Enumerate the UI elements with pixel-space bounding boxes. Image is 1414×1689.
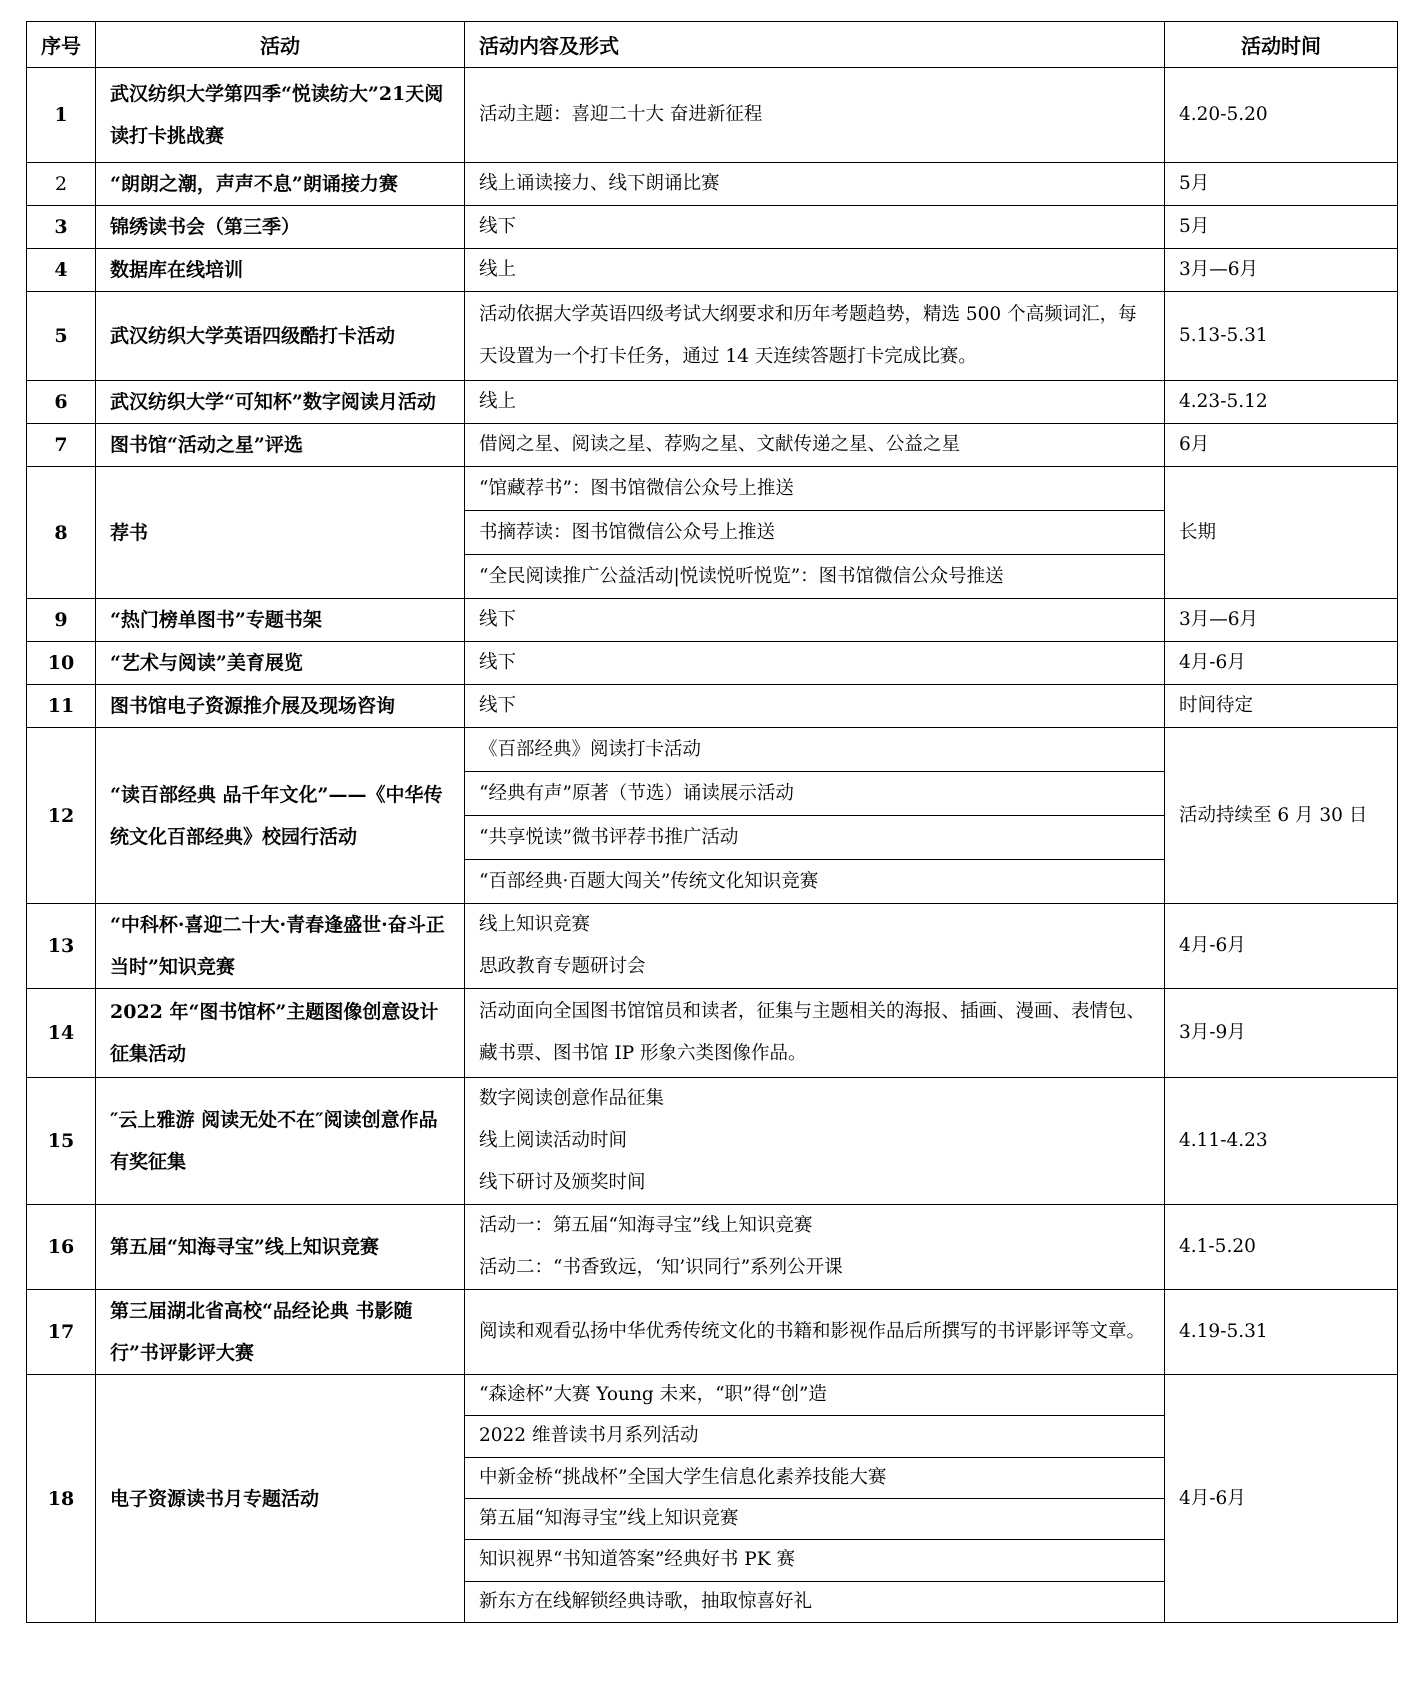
activity-content: [465, 599, 1165, 642]
activity-time: 4月-6月: [1165, 904, 1398, 989]
table-row: [27, 68, 1398, 163]
content-line: 线下研讨及颁奖时间: [479, 1172, 646, 1193]
activity-name: 武汉纺织大学“可知杯”数字阅读月活动: [96, 381, 465, 424]
row-number: 11: [27, 685, 96, 728]
activity-content: [465, 904, 1165, 989]
content-line: 数字阅读创意作品征集: [479, 1088, 665, 1109]
activity-content: [465, 292, 1165, 381]
content-line: 活动二：“书香致远，‘知’识同行”系列公开课: [479, 1257, 843, 1278]
activity-name: “朗朗之潮，声声不息”朗诵接力赛: [96, 163, 465, 206]
content-subitem: 2022 维普读书月系列活动: [465, 1415, 1164, 1456]
row-number: 12: [27, 728, 96, 904]
activity-content: [465, 467, 1165, 599]
row-number: 15: [27, 1078, 96, 1205]
activity-time: 活动持续至 6 月 30 日: [1165, 728, 1398, 904]
content-subitem: “共享悦读”微书评荐书推广活动: [465, 815, 1164, 859]
activity-name: 武汉纺织大学英语四级酷打卡活动: [96, 292, 465, 381]
content-subitem: 《百部经典》阅读打卡活动: [479, 739, 702, 760]
content-line: 活动一：第五届“知海寻宝”线上知识竞赛: [479, 1215, 813, 1236]
activity-time: 4.11-4.23: [1165, 1078, 1398, 1205]
activity-name: 数据库在线培训: [96, 249, 465, 292]
activity-content: [465, 728, 1165, 904]
content-subitem: “经典有声”原著（节选）诵读展示活动: [465, 771, 1164, 815]
table-row: [27, 424, 1398, 467]
row-number: 16: [27, 1205, 96, 1290]
activity-name: ″云上雅游 阅读无处不在″阅读创意作品有奖征集: [96, 1078, 465, 1205]
table-row: [27, 1375, 1398, 1623]
activity-name: “艺术与阅读”美育展览: [96, 642, 465, 685]
table-body: [27, 68, 1398, 1623]
header-content: 活动内容及形式: [465, 22, 1165, 68]
content-subitem: “百部经典·百题大闯关”传统文化知识竞赛: [465, 859, 1164, 903]
table-row: [27, 381, 1398, 424]
activity-time: 6月: [1165, 424, 1398, 467]
activity-name: 荐书: [96, 467, 465, 599]
table-row: [27, 642, 1398, 685]
activity-time: 4月-6月: [1165, 642, 1398, 685]
table-row: [27, 1290, 1398, 1375]
activity-table-container: [26, 21, 1397, 1623]
row-number: 10: [27, 642, 96, 685]
table-header-row: [27, 22, 1398, 68]
content-subitem: “森途杯”大赛 Young 未来，“职”得“创”造: [479, 1384, 827, 1406]
row-number: 6: [27, 381, 96, 424]
row-number: 3: [27, 206, 96, 249]
row-number: 7: [27, 424, 96, 467]
activity-content: [465, 206, 1165, 249]
activity-table: [26, 21, 1398, 1623]
activity-time: 4.1-5.20: [1165, 1205, 1398, 1290]
content-line: 线上知识竞赛: [479, 914, 591, 935]
activity-time: 5月: [1165, 163, 1398, 206]
content-subitem: 知识视界“书知道答案”经典好书 PK 赛: [465, 1539, 1164, 1580]
content-subitem: 第五届“知海寻宝”线上知识竞赛: [465, 1498, 1164, 1539]
activity-time: 4.23-5.12: [1165, 381, 1398, 424]
activity-time: 3月—6月: [1165, 599, 1398, 642]
activity-content: [465, 424, 1165, 467]
content-subitem: “馆藏荐书”：图书馆微信公众号上推送: [479, 478, 794, 499]
row-number: 5: [27, 292, 96, 381]
content-text: 活动面向全国图书馆馆员和读者，征集与主题相关的海报、插画、漫画、表情包、藏书票、图书馆 IP 形象六类图像作品。: [479, 1001, 1146, 1064]
table-row: [27, 599, 1398, 642]
content-subitem: 中新金桥“挑战杯”全国大学生信息化素养技能大赛: [465, 1457, 1164, 1498]
activity-name: “中科杯·喜迎二十大·青春逢盛世·奋斗正当时”知识竞赛: [96, 904, 465, 989]
activity-content: [465, 68, 1165, 163]
content-line: 活动主题：喜迎二十大 奋进新征程: [479, 104, 763, 125]
activity-content: [465, 642, 1165, 685]
activity-name: “读百部经典 品千年文化”——《中华传统文化百部经典》校园行活动: [96, 728, 465, 904]
activity-time: 5.13-5.31: [1165, 292, 1398, 381]
content-line: 思政教育专题研讨会: [479, 956, 646, 977]
row-number: 4: [27, 249, 96, 292]
content-line: 线下: [479, 216, 517, 237]
activity-time: 4月-6月: [1165, 1375, 1398, 1623]
content-line: 线上: [479, 391, 517, 412]
activity-name: 2022 年“图书馆杯”主题图像创意设计征集活动: [96, 989, 465, 1078]
row-number: 17: [27, 1290, 96, 1375]
table-row: [27, 206, 1398, 249]
table-row: [27, 1205, 1398, 1290]
activity-content: [465, 685, 1165, 728]
activity-content: [465, 249, 1165, 292]
activity-name: 第五届“知海寻宝”线上知识竞赛: [96, 1205, 465, 1290]
content-line: 线下: [479, 652, 517, 673]
row-number: 13: [27, 904, 96, 989]
row-number: 1: [27, 68, 96, 163]
activity-content: [465, 1375, 1165, 1623]
activity-time: 5月: [1165, 206, 1398, 249]
content-text: 活动依据大学英语四级考试大纲要求和历年考题趋势，精选 500 个高频词汇，每天设置为一个打卡任务，通过 14 天连续答题打卡完成比赛。: [479, 304, 1137, 367]
row-number: 8: [27, 467, 96, 599]
activity-name: 锦绣读书会（第三季）: [96, 206, 465, 249]
content-subitem: “全民阅读推广公益活动|悦读悦听悦览”：图书馆微信公众号推送: [465, 554, 1164, 598]
table-row: [27, 685, 1398, 728]
table-row: [27, 292, 1398, 381]
activity-time: 4.20-5.20: [1165, 68, 1398, 163]
activity-content: [465, 989, 1165, 1078]
table-row: [27, 904, 1398, 989]
activity-name: 图书馆“活动之星”评选: [96, 424, 465, 467]
activity-content: [465, 163, 1165, 206]
row-number: 2: [27, 163, 96, 206]
table-row: [27, 163, 1398, 206]
activity-time: 长期: [1165, 467, 1398, 599]
activity-time: 3月-9月: [1165, 989, 1398, 1078]
content-subitem: 书摘荐读：图书馆微信公众号上推送: [465, 510, 1164, 554]
activity-name: 电子资源读书月专题活动: [96, 1375, 465, 1623]
activity-time: 时间待定: [1165, 685, 1398, 728]
activity-time: 3月—6月: [1165, 249, 1398, 292]
header-time: 活动时间: [1165, 22, 1398, 68]
content-line: 线上: [479, 259, 517, 280]
activity-name: 图书馆电子资源推介展及现场咨询: [96, 685, 465, 728]
table-row: [27, 989, 1398, 1078]
activity-name: 第三届湖北省高校“品经论典 书影随行”书评影评大赛: [96, 1290, 465, 1375]
content-line: 线上阅读活动时间: [479, 1130, 628, 1151]
activity-content: [465, 1290, 1165, 1375]
row-number: 18: [27, 1375, 96, 1623]
activity-time: 4.19-5.31: [1165, 1290, 1398, 1375]
content-line: 借阅之星、阅读之星、荐购之星、文献传递之星、公益之星: [479, 434, 961, 455]
table-row: [27, 249, 1398, 292]
content-line: 阅读和观看弘扬中华优秀传统文化的书籍和影视作品后所撰写的书评影评等文章。: [479, 1321, 1146, 1342]
row-number: 9: [27, 599, 96, 642]
content-line: 线下: [479, 695, 517, 716]
activity-content: [465, 1205, 1165, 1290]
table-row: [27, 728, 1398, 904]
activity-name: 武汉纺织大学第四季“悦读纺大”21天阅读打卡挑战赛: [96, 68, 465, 163]
table-row: [27, 1078, 1398, 1205]
content-line: 线上诵读接力、线下朗诵比赛: [479, 173, 720, 194]
row-number: 14: [27, 989, 96, 1078]
content-line: 线下: [479, 609, 517, 630]
table-row: [27, 467, 1398, 599]
header-activity: 活动: [96, 22, 465, 68]
activity-content: [465, 381, 1165, 424]
header-no: 序号: [27, 22, 96, 68]
content-subitem: 新东方在线解锁经典诗歌，抽取惊喜好礼: [465, 1581, 1164, 1622]
activity-content: [465, 1078, 1165, 1205]
activity-name: “热门榜单图书”专题书架: [96, 599, 465, 642]
